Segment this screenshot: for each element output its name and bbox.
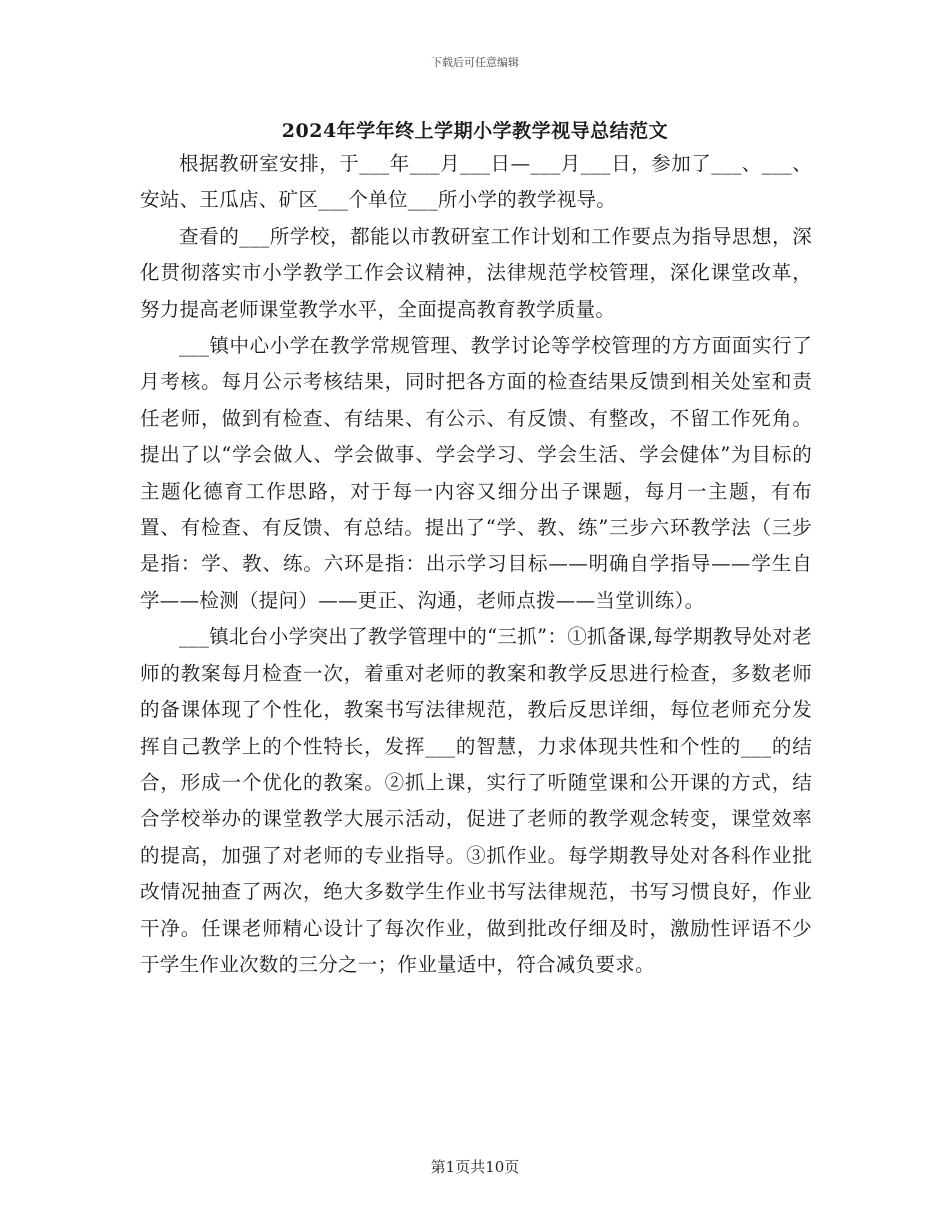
paragraph-4: ___镇北台小学突出了教学管理中的“三抓”：①抓备课,每学期教导处对老师的教案每月检查一次，着重对老师的教案和教学反思进行检查，多数老师的备课体现了个性化，教案书写法律规范，教后反思详细，每位老师充分发挥自己教学上的个性特长，发挥___的智慧，力求体现共性和个性的___的结合，形成一个优化的教案。②抓上课，实行了听随堂课和公开课的方式，结合学校举办的课堂教学大展示活动，促进了老师的教学观念转变，课堂效率的提高，加强了对老师的专业指导。③抓作业。每学期教导处对各科作业批改情况抽查了两次，绝大多数学生作业书写法律规范，书写习惯良好，作业干净。任课老师精心设计了每次作业，做到批改仔细及时，激励性评语不少于学生作业次数的三分之一；作业量适中，符合减负要求。 (140, 625, 812, 976)
paragraph-2: 查看的___所学校，都能以市教研室工作计划和工作要点为指导思想，深化贯彻落实市小学教学工作会议精神，法律规范学校管理，深化课堂改革，努力提高老师课堂教学水平，全面提高教育教学质量。 (140, 224, 812, 321)
document-body (140, 146, 812, 983)
paragraph-3: ___镇中心小学在教学常规管理、教学讨论等学校管理的方方面面实行了月考核。每月公示考核结果，同时把各方面的检查结果反馈到相关处室和责任老师，做到有检查、有结果、有公示、有反馈、有整改，不留工作死角。提出了以“学会做人、学会做事、学会学习、学会生活、学会健体”为目标的主题化德育工作思路，对于每一内容又细分出子课题，每月一主题，有布置、有检查、有反馈、有总结。提出了“学、教、练”三步六环教学法（三步是指：学、教、练。六环是指：出示学习目标——明确自学指导——学生自学——检测（提问）——更正、沟通，老师点拨——当堂训练）。 (140, 334, 812, 612)
paragraph-1: 根据教研室安排，于___年___月___日—___月___日，参加了___、___、安站、王瓜店、矿区___个单位___所小学的教学视导。 (140, 152, 812, 212)
header-note: 下载后可任意编辑 (431, 56, 519, 69)
page-number-footer: 第1页共10页 (430, 1158, 520, 1176)
document-title: 2024年学年终上学期小学教学视导总结范文 (281, 120, 669, 142)
